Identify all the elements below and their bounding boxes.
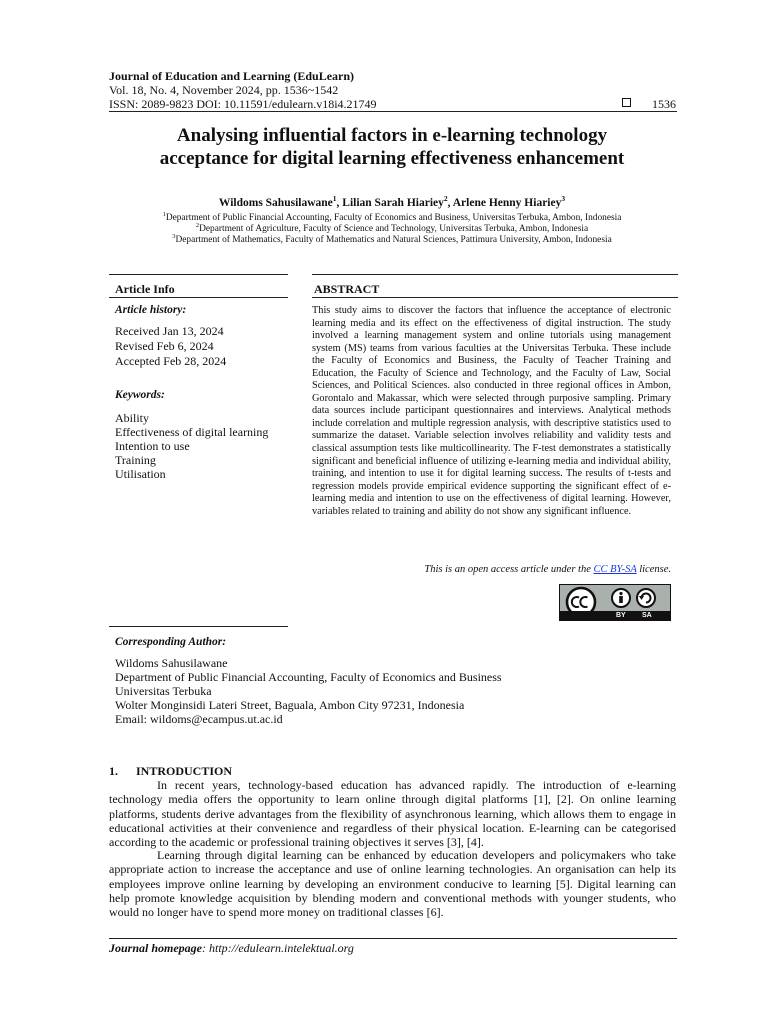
keyword: Ability — [115, 411, 150, 425]
author-list — [100, 194, 684, 209]
author-sup: 3 — [561, 194, 566, 203]
affiliation-sup: 1 — [162, 211, 166, 218]
history-accepted: Accepted Feb 28, 2024 — [115, 354, 227, 368]
badge-sa-label: SA — [642, 612, 652, 619]
author-sup: 1 — [332, 194, 337, 203]
author-sep: , — [336, 196, 343, 209]
journal-name: Journal of Education and Learning (EduLearn) — [109, 69, 355, 83]
badge-by-label: BY — [616, 612, 626, 619]
keyword: Effectiveness of digital learning — [115, 425, 269, 439]
corresponding-name: Wildoms Sahusilawane — [115, 656, 228, 670]
history-revised: Revised Feb 6, 2024 — [115, 339, 214, 353]
corresponding-university: Universitas Terbuka — [115, 684, 212, 698]
paragraph-text: In recent years, technology-based education has advanced rapidly. The introduction of e-learning technology media offers the opportunity to learn online through digital platforms [1], [2]. On online learning platforms, students derive advantages from the flexibility of asynchronous learning, which allows them to engage in educational activities at their convenience and regardless of their physical location. E-learning can be categorised according to the academic or professional training objectives it serves [3], [4]. — [109, 778, 676, 850]
corresponding-email: Email: wildoms@ecampus.ut.ac.id — [115, 712, 283, 726]
title-line-2: acceptance for digital learning effectiveness enhancement — [159, 148, 625, 169]
author-name: Wildoms Sahusilawane — [218, 196, 333, 209]
abstract-rule — [312, 297, 678, 298]
abstract-text: This study aims to discover the factors that influence the acceptance of electronic learning media and its effect on the effectiveness of digital instruction. The study involved a learning management system and online tutorials using management system (MS) teams from various faculties at the Universitas Terbuka. These include the Faculty of Economics and Business, the Faculty of Teacher Training and Education, the Faculty of Science and Technology, and the Faculty of Law, Social Sciences, and Political Sciences. also conducted in three regional offices in Ambon, Gorontalo and Makassar, which were selected through purposive sampling. Primary data sources include participant questionnaires and interviews. Analytical methods include correlation and multiple regression analysis, with descriptive statistics used to summarize the dataset. Variable selection involves reliability and validity tests and classical assumption tests like multicollinearity. The F-test demonstrates a statistically significant and beneficial influence of utilizing e-learning media and individual ability, training, and intention to use it for digital learning success. The results of t-tests and regression models provide empirical evidence supporting the significant effect of e-learning media and intention to use on the effectiveness of digital learning. However, variables related to training and ability do not show any significant influence. — [312, 305, 671, 517]
affiliation-3 — [60, 233, 724, 245]
issn-doi: ISSN: 2089-9823 DOI: 10.11591/edulearn.v18i4.21749 — [109, 97, 377, 111]
history-received: Received Jan 13, 2024 — [115, 324, 224, 338]
homepage-sep: : — [202, 941, 210, 955]
license-pre: This is an open access article under the — [424, 564, 594, 575]
introduction-heading — [109, 764, 232, 779]
article-info-bottom-rule — [109, 626, 288, 627]
author-name: Arlene Henny Hiariey — [452, 196, 562, 209]
affiliation-text: Department of Mathematics, Faculty of Mathematics and Natural Sciences, Pattimura University, Ambon, Indonesia — [175, 235, 612, 246]
affiliation-sup: 3 — [172, 233, 176, 240]
homepage-label: Journal homepage — [109, 941, 203, 955]
author-sup: 2 — [443, 194, 448, 203]
cc-by-sa-link[interactable]: CC BY-SA — [593, 564, 637, 575]
keyword: Utilisation — [115, 467, 166, 481]
section-title: INTRODUCTION — [136, 764, 233, 778]
affiliation-sup: 2 — [195, 222, 200, 229]
header-rule — [109, 111, 677, 112]
paper-title — [100, 124, 684, 170]
abstract-top-rule — [312, 274, 678, 275]
keyword: Training — [115, 453, 156, 467]
square-icon — [622, 98, 631, 107]
intro-paragraph-1 — [109, 778, 676, 849]
cc-by-sa-badge[interactable] — [559, 584, 671, 621]
article-info-top-rule — [109, 274, 288, 275]
keyword: Intention to use — [115, 439, 190, 453]
badge-bar — [560, 611, 670, 620]
article-info-rule — [109, 297, 288, 298]
affiliation-text: Department of Public Financial Accounting, Faculty of Economics and Business, Universitas Terbuka, Ambon, Indonesia — [165, 213, 622, 224]
page-number: 1536 — [652, 97, 676, 111]
keywords-label: Keywords: — [115, 389, 165, 401]
affiliation-text: Department of Agriculture, Faculty of Science and Technology, Universitas Terbuka, Ambon, Indonesia — [199, 224, 589, 235]
corresponding-department: Department of Public Financial Accounting, Faculty of Economics and Business — [115, 670, 502, 684]
article-info-heading: Article Info — [115, 282, 175, 296]
license-post: license. — [636, 564, 671, 575]
author-name: Lilian Sarah Hiariey — [342, 196, 444, 209]
corresponding-author-label: Corresponding Author: — [115, 636, 227, 648]
abstract-heading: ABSTRACT — [314, 282, 380, 296]
footer-rule — [109, 938, 677, 939]
license-note — [312, 564, 671, 575]
author-sep: , — [447, 196, 453, 209]
section-number: 1. — [109, 764, 118, 778]
paragraph-text: Learning through digital learning can be enhanced by education developers and policymakers who take appropriate action to increase the acceptance and use of online learning technologies. An organisation can help its employees improve online learning by developing an environment conducive to learning [5]. Digital learning can help promote knowledge acquisition by blending modern and conventional methods with younger students, who would no longer have to spend more money on traditional classes [6]. — [109, 848, 676, 920]
corresponding-address: Wolter Monginsidi Lateri Street, Baguala, Ambon City 97231, Indonesia — [115, 698, 465, 712]
article-history-label: Article history: — [115, 304, 187, 316]
intro-paragraph-2 — [109, 848, 676, 919]
title-line-1: Analysing influential factors in e-learning technology — [176, 125, 608, 146]
journal-homepage — [109, 941, 354, 956]
volume-info: Vol. 18, No. 4, November 2024, pp. 1536~1542 — [109, 83, 339, 97]
homepage-url[interactable]: http://edulearn.intelektual.org — [209, 941, 354, 955]
